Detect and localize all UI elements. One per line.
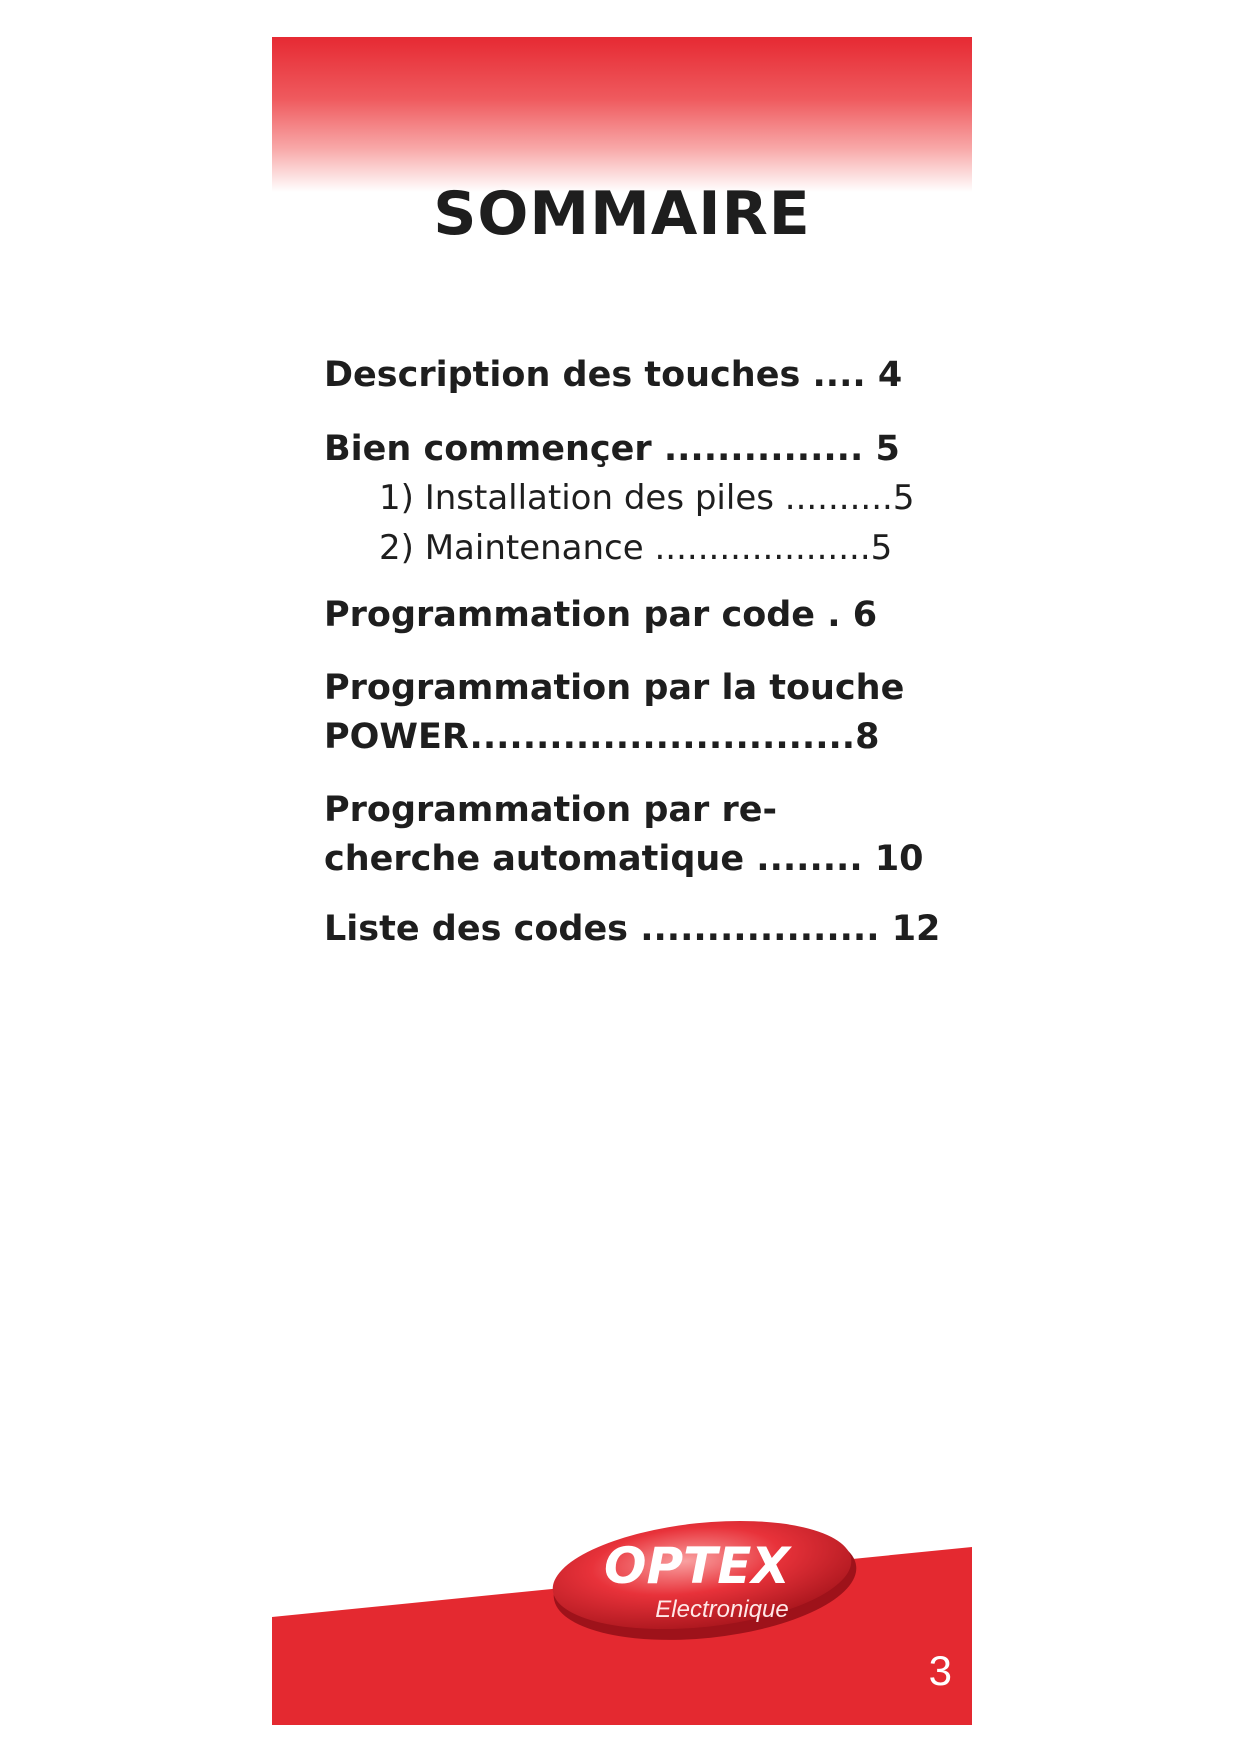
header-gradient-band bbox=[272, 37, 972, 192]
toc-subentry-installation-piles: 1) Installation des piles ..........5 bbox=[379, 478, 915, 518]
page-title: SOMMAIRE bbox=[433, 179, 811, 249]
page-number: 3 bbox=[928, 1647, 952, 1694]
toc-entry-liste-codes: Liste des codes .................. 12 bbox=[324, 909, 941, 949]
optex-logo bbox=[542, 1509, 872, 1647]
toc-entry-programmation-touche-line1: Programmation par la touche bbox=[324, 668, 905, 708]
logo-tagline-text: Electronique bbox=[655, 1596, 789, 1623]
toc-entry-programmation-recherche-line2: cherche automatique ........ 10 bbox=[324, 839, 924, 879]
toc-entry-bien-commencer: Bien commençer ............... 5 bbox=[324, 429, 900, 469]
page bbox=[272, 37, 972, 1725]
logo-brand-text: OPTEX bbox=[604, 1537, 790, 1595]
toc-entry-description-touches: Description des touches .... 4 bbox=[324, 355, 903, 395]
toc-subentry-maintenance: 2) Maintenance ....................5 bbox=[379, 528, 893, 568]
toc-entry-programmation-code: Programmation par code . 6 bbox=[324, 595, 878, 635]
toc-entry-programmation-touche-line2: POWER.............................8 bbox=[324, 717, 880, 757]
toc-entry-programmation-recherche-line1: Programmation par re- bbox=[324, 790, 777, 830]
